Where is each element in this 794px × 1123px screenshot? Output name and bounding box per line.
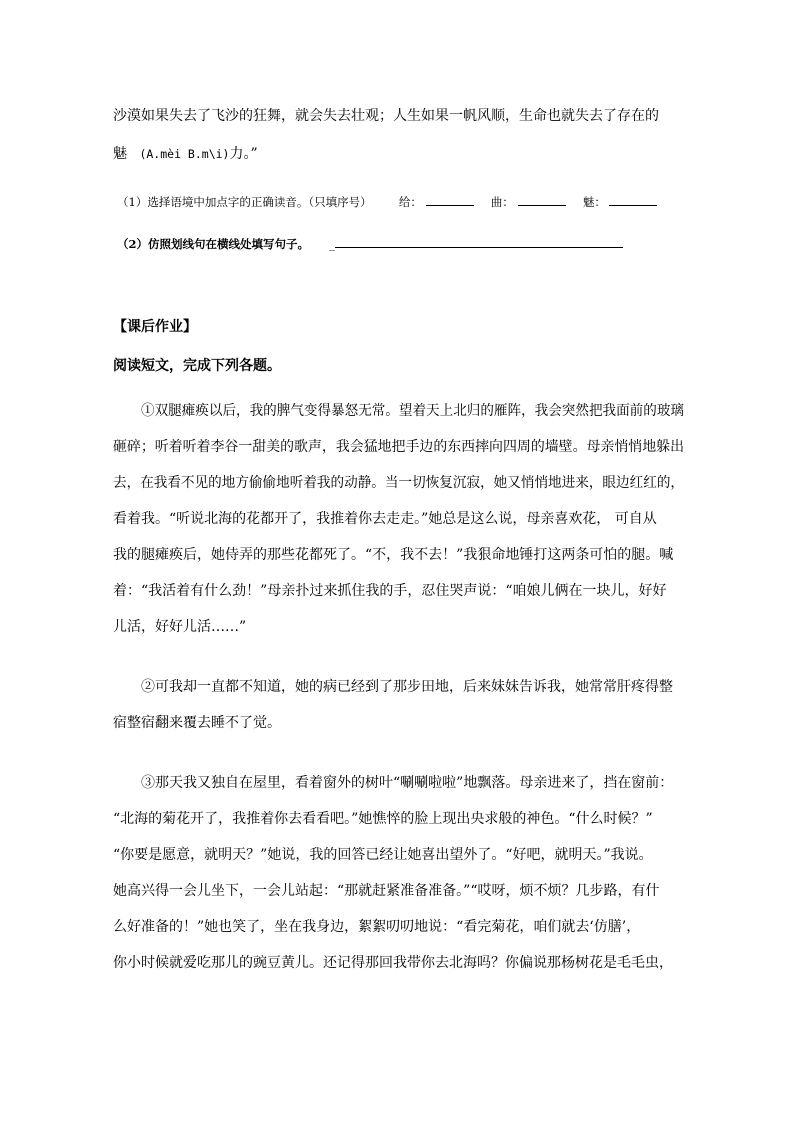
blank-imitate-sentence[interactable] xyxy=(335,235,623,248)
passage-p3-line: 她高兴得一会儿坐下，一会儿站起：“那就赶紧准备准备。”“哎呀，烦不烦？几步路，有什 xyxy=(113,883,660,899)
passage-p3-line: ③那天我又独自在屋里，看着窗外的树叶“唰唰啦啦”地飘落。母亲进来了，挡在窗前： xyxy=(141,775,674,791)
intro-line-1: 沙漠如果失去了飞沙的狂舞，就会失去壮观；人生如果一帆风顺，生命也就失去了存在的 xyxy=(113,108,659,124)
passage-p2-line: 宿整宿翻来覆去睡不了觉。 xyxy=(113,715,281,731)
blank-label-gei: 给： xyxy=(398,195,422,209)
passage-p3-line: “你要是愿意，就明天？”她说，我的回答已经让她喜出望外了。“好吧，就明天。”我说。 xyxy=(113,847,653,863)
passage-p1-line: 儿活，好好儿活……” xyxy=(113,619,247,635)
passage-p3-line: “北海的菊花开了，我推着你去看看吧。”她憔悴的脸上现出央求般的神色。“什么时候？” xyxy=(113,811,653,827)
blank-qu[interactable] xyxy=(518,193,566,206)
question-2 xyxy=(117,234,623,254)
homework-heading: 【课后作业】 xyxy=(113,319,197,335)
passage-p1-line: 着：“我活着有什么劲！”母亲扑过来抓住我的手，忍住哭声说：“咱娘儿俩在一块儿，好好 xyxy=(113,583,667,599)
dotted-char-mei: 魅 xyxy=(113,146,127,162)
question-2-prefix: _ xyxy=(329,237,335,251)
question-2-text: （2）仿照划线句在横线处填写句子。 xyxy=(117,237,309,251)
passage-p1-line: ①双腿瘫痪以后，我的脾气变得暴怒无常。望着天上北归的雁阵，我会突然把我面前的玻璃 xyxy=(141,403,684,419)
passage-p2-line: ②可我却一直都不知道，她的病已经到了那步田地，后来妹妹告诉我，她常常肝疼得整 xyxy=(141,679,673,695)
intro-line-2-end: 力。” xyxy=(229,146,258,162)
passage-p3-line: 你小时候就爱吃那儿的豌豆黄儿。还记得那回我带你去北海吗？你偏说那杨树花是毛毛虫， xyxy=(113,955,673,971)
blank-label-mei: 魅： xyxy=(582,195,606,209)
blank-gei[interactable] xyxy=(426,193,474,206)
homework-instruction: 阅读短文，完成下列各题。 xyxy=(113,358,281,374)
passage-p3-line: 么好准备的！”她也笑了，坐在我身边，絮絮叨叨地说：“看完菊花，咱们就去‘仿膳’， xyxy=(113,919,641,935)
blank-mei[interactable] xyxy=(609,193,657,206)
passage-p1-line: 看着我。“听说北海的花都开了，我推着你去走走。”她总是这么说，母亲喜欢花， 可自从 xyxy=(113,511,657,527)
passage-p1-line: 砸碎；听着听着李谷一甜美的歌声，我会猛地把手边的东西摔向四周的墙壁。母亲悄悄地躲出 xyxy=(113,439,685,455)
question-1-text: （1）选择语境中加点字的正确读音。（只填序号） xyxy=(117,195,372,209)
question-1 xyxy=(117,192,657,212)
passage-p1-line: 我的腿瘫痪后，她侍弄的那些花都死了。“不，我不去！”我狠命地锤打这两条可怕的腿。喊 xyxy=(113,547,674,563)
blank-label-qu: 曲： xyxy=(490,195,514,209)
intro-line-2 xyxy=(113,144,258,164)
pronunciation-options: (A.mèi B.m\i) xyxy=(139,147,230,161)
passage-p1-line: 去，在我看不见的地方偷偷地听着我的动静。当一切恢复沉寂，她又悄悄地进来，眼边红红的， xyxy=(113,475,685,491)
